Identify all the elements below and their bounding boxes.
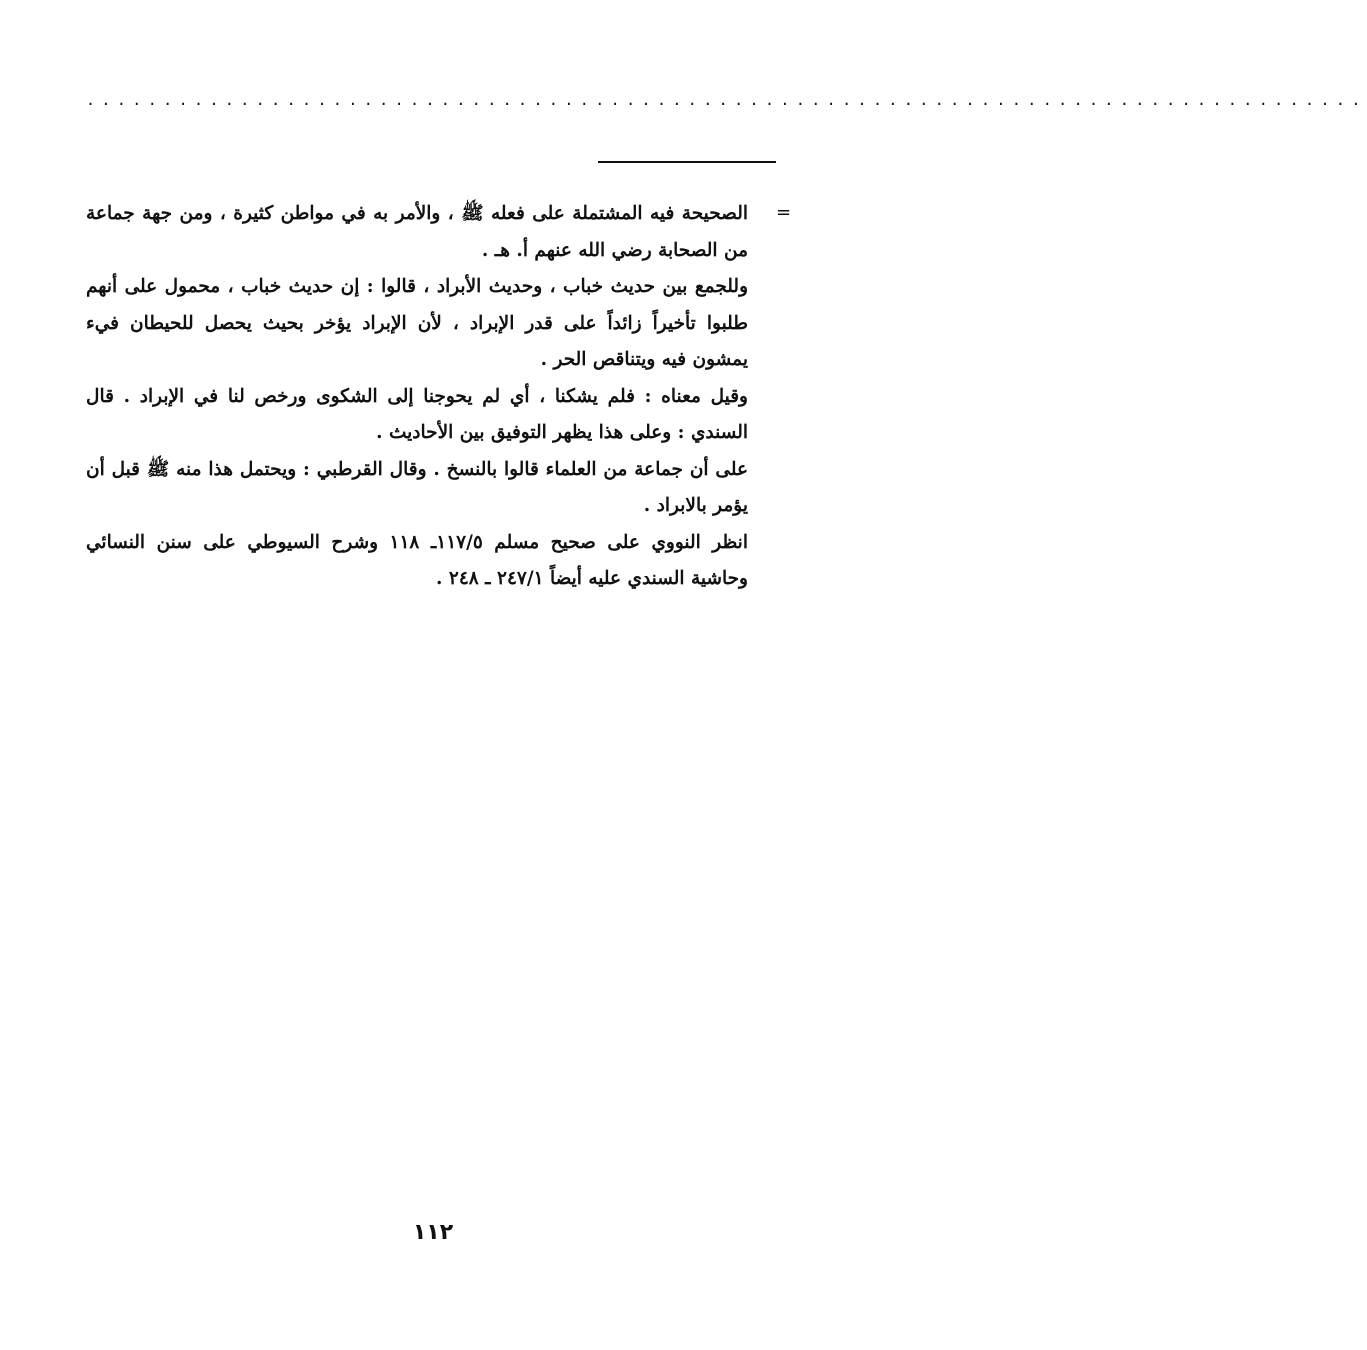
footnote-block: [86, 196, 748, 598]
footnote-paragraph: وقيل معناه : فلم يشكنا ، أي لم يحوجنا إلى الشكوى ورخص لنا في الإبراد . قال السندي : وعلى هذا يظهر التوفيق بين الأحاديث .: [86, 385, 748, 443]
footnote-rule: [598, 161, 776, 163]
footnote-paragraph: الصحيحة فيه المشتملة على فعله ﷺ ، والأمر به في مواطن كثيرة ، ومن جهة جماعة من الصحابة رضي الله عنهم أ. هـ .: [86, 203, 748, 261]
footnote-paragraph: وللجمع بين حديث خباب ، وحديث الأبراد ، قالوا : إن حديث خباب ، محمول على أنهم طلبوا تأخيراً زائداً على قدر الإبراد ، لأن الإبراد يؤخر بحيث يحصل للحيطان فيء يمشون فيه ويتناقص الحر .: [86, 276, 748, 370]
page-number: ١١٢: [412, 1220, 454, 1245]
footnote-continuation-mark: =: [776, 202, 792, 223]
dotted-separator: ...................................................................................: [86, 91, 1367, 109]
footnote-paragraph: انظر النووي على صحيح مسلم ١١٧/٥ـ ١١٨ وشرح السيوطي على سنن النسائي وحاشية السندي عليه أيضاً ٢٤٧/١ ـ ٢٤٨ .: [86, 531, 748, 589]
footnote-paragraph: على أن جماعة من العلماء قالوا بالنسخ . وقال القرطبي : ويحتمل هذا منه ﷺ قبل أن يؤمر بالابراد .: [86, 458, 748, 516]
